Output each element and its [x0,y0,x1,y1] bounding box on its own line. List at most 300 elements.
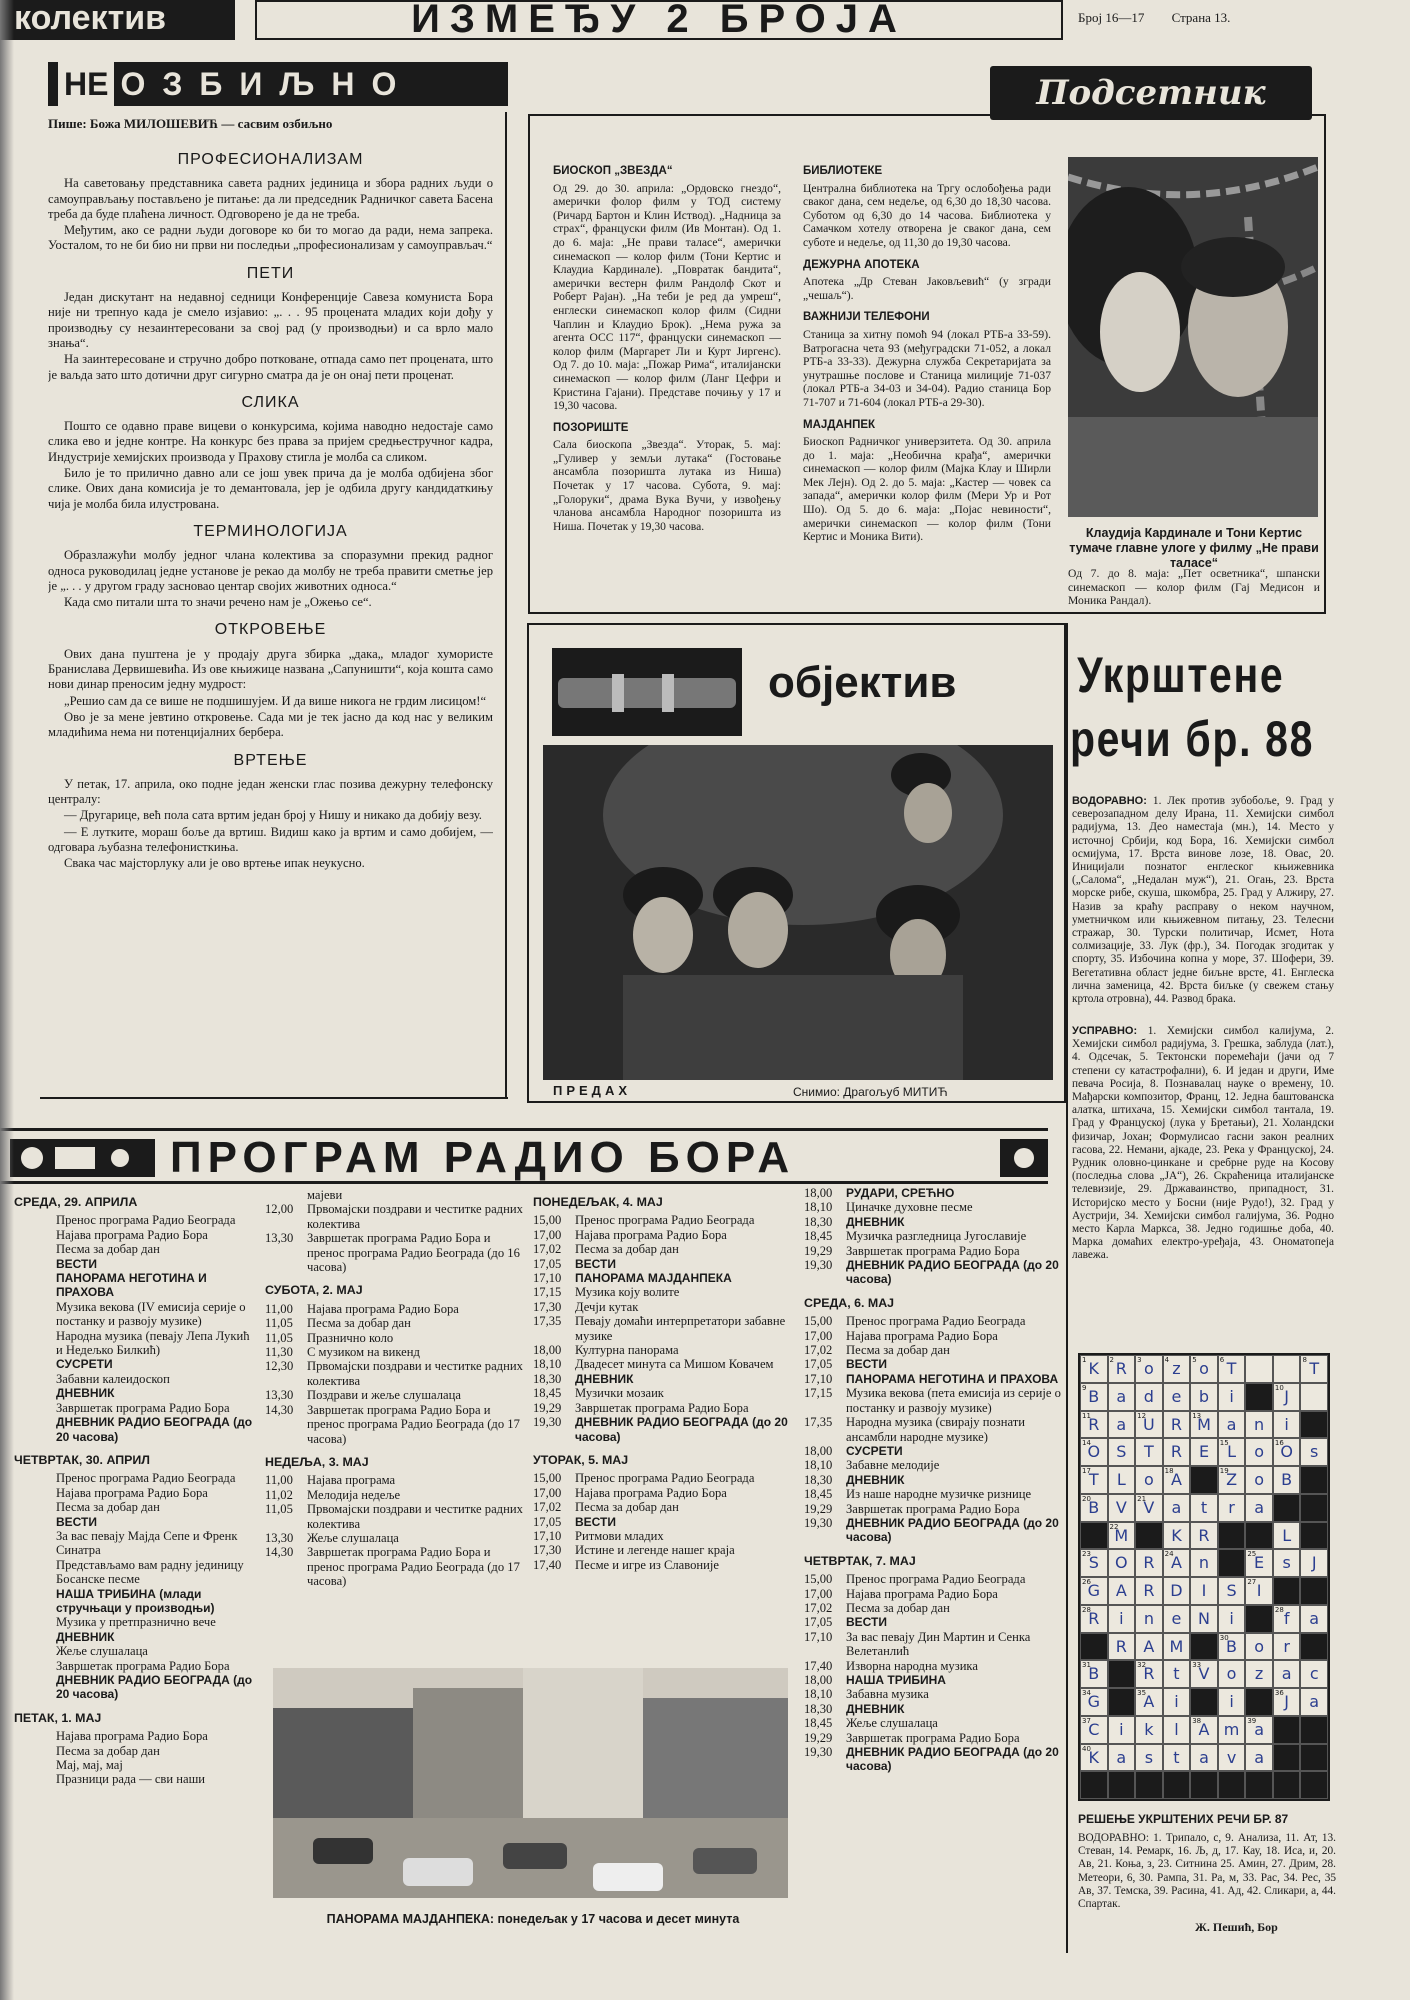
crossword-cell[interactable]: i [1108,1716,1136,1744]
program-row [14,1630,257,1644]
crossword-cell[interactable]: z [1245,1660,1273,1688]
program-name: СУСРЕТИ [846,1443,903,1458]
crossword-block[interactable] [1245,1771,1273,1799]
crossword-cell[interactable] [1273,1688,1301,1716]
program-name: ВЕСТИ [56,1256,97,1271]
cell-letter: K [1088,1747,1100,1767]
crossword-cell[interactable]: S [1108,1438,1136,1466]
program-row [14,1572,257,1586]
cell-number: 13 [1192,1411,1202,1420]
crossword-cell[interactable]: d [1135,1383,1163,1411]
program-name: ВЕСТИ [575,1514,616,1529]
section-paragraph: Међутим, ако се радни људи договоре ко би то могао да ради, нема запрека. Уосталом, то не би био ни први ни последњи „професионализам у самоуправљач.“ [48,223,493,253]
crossword-cell[interactable]: J [1300,1549,1328,1577]
crossword-cell[interactable] [1245,1355,1273,1383]
crossword-cell[interactable]: o [1245,1438,1273,1466]
program-row [804,1200,1066,1214]
program-row [14,1386,257,1400]
listing-heading: БИОСКОП „ЗВЕЗДА“ [553,165,673,177]
program-row [14,1615,257,1629]
program-row [804,1630,1066,1659]
program-name: Песма за добар дан [56,1242,160,1257]
program-name: Пренос програма Радио Београда [846,1572,1026,1587]
crossword-cell[interactable] [1218,1633,1246,1661]
crossword-cell[interactable] [1218,1355,1246,1383]
crossword-block[interactable] [1080,1522,1108,1550]
cell-number: 6 [1219,1356,1225,1364]
crossword-cell[interactable]: L [1108,1466,1136,1494]
crossword-block[interactable] [1273,1494,1301,1522]
crossword-cell[interactable] [1245,1549,1273,1577]
program-row [14,1744,257,1758]
program-row [14,1515,257,1529]
crossword-cell[interactable] [1080,1716,1108,1744]
program-time: 17,40 [804,1658,833,1673]
cell-number: 12 [1137,1411,1147,1420]
crossword-block[interactable] [1273,1577,1301,1605]
crossword-block[interactable] [1108,1660,1136,1688]
crossword-cell[interactable]: R [1108,1633,1136,1661]
program-row [533,1285,795,1299]
crossword-block[interactable] [1300,1411,1328,1439]
crossword-block[interactable] [1218,1771,1246,1799]
program-day: ЧЕТВРТАК, 30. АПРИЛ [14,1452,150,1467]
program-time: 19,30 [804,1745,833,1760]
crossword-block[interactable] [1273,1744,1301,1772]
crossword-block[interactable] [1190,1633,1218,1661]
program-name: Народна музика (певају Лепа Лукић и Недељко Билкић) [56,1328,250,1358]
crossword-cell[interactable]: i [1218,1383,1246,1411]
crossword-cell[interactable]: r [1273,1633,1301,1661]
crossword-cell[interactable] [1080,1549,1108,1577]
crossword-cell[interactable]: a [1190,1744,1218,1772]
crossword-cell[interactable]: s [1135,1744,1163,1772]
crossword-cell[interactable] [1080,1577,1108,1605]
program-name: ДНЕВНИК [846,1472,905,1487]
crossword-cell[interactable]: B [1273,1466,1301,1494]
crossword-cell[interactable] [1300,1355,1328,1383]
crossword-cell[interactable]: b [1190,1383,1218,1411]
program-name: Поздрави и жеље слушалаца [307,1388,461,1403]
crossword-cell[interactable] [1080,1660,1108,1688]
program-row [14,1300,257,1329]
program-row [804,1386,1066,1415]
crossword-cell[interactable]: a [1218,1411,1246,1439]
crossword-cell[interactable]: R [1135,1549,1163,1577]
crossword-cell[interactable]: s [1300,1438,1328,1466]
crossword-cell[interactable] [1135,1660,1163,1688]
crossword-cell[interactable]: k [1135,1716,1163,1744]
section-paragraph: — Другарице, већ пола сата вртим један број у Нишу и никако да добију везу. [64,808,482,823]
program-row [804,1687,1066,1701]
crossword-cell[interactable] [1135,1355,1163,1383]
program-row [265,1188,527,1202]
program-time [14,1615,56,1629]
program-time: 17,02 [804,1600,833,1615]
program-time: 19,29 [804,1501,833,1516]
crossword-block[interactable] [1245,1688,1273,1716]
program-name: Музика векова (пета емисија из серије о постанку и развоју музике) [846,1386,1061,1415]
cell-number: 5 [1192,1356,1197,1364]
program-row [804,1516,1066,1545]
crossword-cell[interactable]: O [1108,1549,1136,1577]
crossword-cell[interactable] [1080,1355,1108,1383]
program-time: 11,05 [265,1316,293,1331]
crossword-cell[interactable] [1135,1688,1163,1716]
cell-number: 4 [1164,1356,1170,1364]
section-paragraph: Пошто се одавно праве вицеви о конкурсима, којима наводно недостаје само слика ево и једне контре. На конкурс без права за пријем средњестручног кадра, Индустрије хемијских производа у Прахову стигла је молба са сликом. [48,419,493,464]
program-time: 11,05 [265,1330,293,1345]
crossword-cell[interactable]: c [1300,1660,1328,1688]
program-row [265,1331,527,1345]
crossword-cell[interactable] [1190,1660,1218,1688]
neozbiljno-title-rest: ОЗБИЉНО [120,66,414,102]
section-paragraph: — Е лутките, мораш боље да вртиш. Видиш како ја вртим и само добијем, — одговара љубазна телефонисткиња. [48,824,493,854]
crossword-block[interactable] [1108,1688,1136,1716]
crossword-cell[interactable] [1108,1355,1136,1383]
crossword-cell[interactable]: T [1135,1438,1163,1466]
program-name: Најава програма Радио Бора [56,1485,208,1500]
crossword-cell[interactable]: D [1163,1577,1191,1605]
listing-heading: ПОЗОРИШТЕ [553,421,629,434]
crossword-cell[interactable]: a [1245,1494,1273,1522]
cell-letter: A [1170,1470,1182,1489]
crossword-block[interactable] [1300,1494,1328,1522]
crossword-cell[interactable]: A [1135,1633,1163,1661]
crossword-block[interactable] [1300,1466,1328,1494]
program-row [804,1731,1066,1745]
program-row [804,1329,1066,1343]
program-name: ДНЕВНИК РАДИО БЕОГРАДА (до 20 часова) [56,1673,253,1702]
cell-letter: G [1087,1692,1100,1711]
crossword-cell[interactable] [1163,1355,1191,1383]
crossword-block[interactable] [1190,1688,1218,1716]
crossword-cell[interactable] [1163,1549,1191,1577]
program-time: 17,05 [533,1514,562,1529]
crossword-block[interactable] [1300,1522,1328,1550]
crossword-cell[interactable]: s [1273,1549,1301,1577]
program-row [14,1471,257,1485]
crossword-cell[interactable]: r [1218,1494,1246,1522]
program-time: 18,45 [804,1487,833,1502]
crossword-block[interactable] [1245,1605,1273,1633]
program-row [533,1529,795,1543]
program-row [804,1502,1066,1516]
crossword-cell[interactable]: a [1163,1494,1191,1522]
crossword-block[interactable] [1135,1522,1163,1550]
program-day: УТОРАК, 5. МАЈ [533,1452,629,1467]
cell-number: 21 [1137,1494,1147,1503]
program-row [804,1487,1066,1501]
program-row [14,1587,257,1616]
program-time: 18,00 [804,1673,833,1687]
crossword-cell[interactable]: o [1135,1466,1163,1494]
crossword-cell[interactable]: a [1245,1744,1273,1772]
program-name: Жеље слушалаца [307,1530,399,1545]
program-time [14,1386,56,1400]
crossword-cell[interactable]: m [1218,1716,1246,1744]
cell-letter: z [1172,1359,1181,1378]
program-time [14,1673,56,1702]
cell-letter: R [1088,1608,1100,1628]
crossword-cell[interactable]: i [1218,1688,1246,1716]
crossword-cell[interactable]: n [1135,1605,1163,1633]
crossword-block[interactable] [1300,1716,1328,1744]
crossword-cell[interactable]: a [1108,1744,1136,1772]
program-name: Најава програма Радио Бора [846,1328,998,1343]
cell-letter: C [1088,1719,1100,1739]
crossword-title-line2: речи бр. 88 [1070,711,1315,767]
program-time: 19,29 [804,1243,833,1258]
listing-text: Централна библиотека на Тргу ослобођења ради сваког дана, сем недеље, од 6,30 до 18,30 часова. Суботом од 6,30 до 14 часова. Библиотека у Самачком хотелу отворена је сваког дана, сем суботе и недеље, од 11,30 до 19,30 часова. [803,181,1051,249]
crossword-cell[interactable] [1273,1355,1301,1383]
program-row [533,1500,795,1514]
program-name: Завршетак програма Радио Бора [575,1400,749,1415]
cell-letter: a [1254,1719,1264,1739]
crossword-cell[interactable] [1080,1438,1108,1466]
cell-number: 15 [1219,1439,1229,1448]
crossword-block[interactable] [1273,1716,1301,1744]
program-row [533,1515,795,1529]
neozbiljno-title-first: НЕ [58,62,114,106]
right-column-rule [1066,623,1068,1953]
crossword-block[interactable] [1218,1522,1246,1550]
program-name: Пренос програма Радио Београда [56,1213,236,1228]
crossword-cell[interactable]: i [1218,1605,1246,1633]
crossword-block[interactable] [1190,1466,1218,1494]
crossword-cell[interactable]: S [1218,1577,1246,1605]
program-name: Босанске песме [56,1572,140,1587]
program-time: 18,10 [804,1200,833,1215]
crossword-cell[interactable] [1273,1383,1301,1411]
program-time: 18,00 [533,1343,562,1358]
crossword-cell[interactable] [1135,1411,1163,1439]
program-row [804,1215,1066,1229]
program-name: Завршетак програма Радио Бора [846,1501,1020,1516]
program-time: 17,05 [804,1357,833,1372]
program-time: 18,45 [533,1386,562,1401]
cell-letter: M [1197,1414,1211,1434]
program-time [14,1772,56,1786]
crossword-author: Ж. Пешић, Бор [1195,1920,1278,1934]
crossword-cell[interactable] [1108,1522,1136,1550]
cell-letter: A [1143,1692,1155,1711]
program-day: СРЕДА, 29. АПРИЛА [14,1195,138,1209]
program-time: 17,40 [533,1557,562,1572]
cell-number: 40 [1082,1744,1091,1753]
crossword-cell[interactable] [1273,1605,1301,1633]
crossword-block[interactable] [1300,1744,1328,1772]
crossword-cell[interactable]: e [1163,1605,1191,1633]
crossword-cell[interactable]: e [1163,1383,1191,1411]
crossword-cell[interactable] [1218,1466,1246,1494]
crossword-cell[interactable] [1080,1383,1108,1411]
crossword-cell[interactable]: i [1163,1688,1191,1716]
cell-letter: B [1088,1497,1100,1517]
program-row [533,1401,795,1415]
crossword-cell[interactable]: o [1218,1660,1246,1688]
crossword-block[interactable] [1080,1633,1108,1661]
program-name: Најава програма Радио Бора [307,1301,459,1316]
crossword-block[interactable] [1135,1771,1163,1799]
crossword-cell[interactable] [1080,1411,1108,1439]
crossword-cell[interactable]: a [1108,1411,1136,1439]
objektiv-credit: Снимио: Драгољуб МИТИЋ [793,1085,948,1099]
crossword-cell[interactable] [1163,1466,1191,1494]
program-time [14,1329,56,1358]
program-time: 17,15 [804,1386,833,1401]
program-time [14,1213,56,1227]
crossword-cell[interactable]: R [1163,1438,1191,1466]
crossword-block[interactable] [1300,1633,1328,1661]
crossword-cell[interactable]: n [1245,1411,1273,1439]
program-time: 17,00 [804,1586,833,1601]
cell-number: 2 [1109,1356,1115,1364]
program-time: 18,00 [804,1186,833,1200]
program-row [533,1242,795,1256]
crossword-cell[interactable]: a [1300,1688,1328,1716]
crossword-cell[interactable]: l [1163,1716,1191,1744]
program-time: 11,00 [265,1473,293,1488]
crossword-cell[interactable]: t [1163,1744,1191,1772]
program-time: 17,10 [804,1629,833,1644]
program-time: 17,05 [533,1256,562,1271]
crossword-cell[interactable]: L [1273,1522,1301,1550]
cell-number: 25 [1247,1550,1257,1559]
program-name: Песма за добар дан [56,1743,160,1758]
program-row [265,1359,527,1388]
program-time [14,1744,56,1758]
program-row [804,1357,1066,1371]
cell-letter: o [1143,1359,1154,1378]
program-name: ДНЕВНИК [56,1386,115,1401]
program-name: Музика векова (IV емисија серије о постанку и развоју музике) [56,1299,246,1329]
crossword-cell[interactable] [1218,1438,1246,1466]
program-row [804,1716,1066,1730]
crossword-cell[interactable]: R [1163,1411,1191,1439]
crossword-cell[interactable]: E [1190,1438,1218,1466]
program-time: 11,05 [265,1502,293,1517]
program-name: ПАНОРАМА НЕГОТИНА И ПРАХОВА [56,1271,207,1300]
program-time [14,1401,56,1415]
crossword-cell[interactable] [1273,1438,1301,1466]
crossword-cell[interactable] [1080,1744,1108,1772]
crossword-cell[interactable]: M [1163,1633,1191,1661]
crossword-cell[interactable] [1135,1494,1163,1522]
crossword-block[interactable] [1245,1522,1273,1550]
crossword-cell[interactable]: V [1108,1494,1136,1522]
crossword-cell[interactable] [1245,1716,1273,1744]
program-time: 17,00 [804,1328,833,1343]
program-row [14,1729,257,1743]
program-name: Пренос програма Радио Београда [846,1314,1026,1329]
crossword-cell[interactable]: I [1190,1577,1218,1605]
crossword-cell[interactable] [1080,1494,1108,1522]
crossword-cell[interactable]: o [1245,1466,1273,1494]
crossword-block[interactable] [1108,1771,1136,1799]
program-time [14,1572,56,1586]
crossword-grid[interactable] [1078,1353,1330,1801]
program-time: 18,45 [804,1716,833,1731]
crossword-cell[interactable] [1245,1577,1273,1605]
program-row [533,1372,795,1386]
crossword-cell[interactable]: i [1108,1605,1136,1633]
section-paragraph: „Решио сам да се више не подшишујем. И да више никога не грдим лисицом!“ [64,693,487,708]
crossword-cell[interactable]: K [1163,1522,1191,1550]
cell-number: 28 [1082,1605,1091,1614]
crossword-cell[interactable]: N [1190,1605,1218,1633]
crossword-cell[interactable] [1300,1383,1328,1411]
crossword-block[interactable] [1300,1577,1328,1605]
crossword-block[interactable] [1300,1771,1328,1799]
program-row [14,1486,257,1500]
program-name: Првомајски поздрави и честитке радних колектива [307,1359,523,1388]
listing-text: Биоскоп Радничког универзитета. Од 30. априла до 1. маја: „Необична крађа“, амерички синемаскоп — колор филм (Мајка Клау и Ширли Мек Лејн). Од 2. до 5. маја: „Кастер — човек са запада“, амерички колор филм (Мери Ур и Рот Шо). Од 5. до 6. маја: „Појас невиности“, амерички синемаскоп — колор филм (Тони Кертис и Моника Вити). [803,435,1051,544]
crossword-block[interactable] [1218,1549,1246,1577]
crossword-cell[interactable]: i [1273,1411,1301,1439]
crossword-cell[interactable] [1190,1716,1218,1744]
crossword-block[interactable] [1245,1383,1273,1411]
objektiv-photo-miners [543,745,1053,1080]
crossword-cell[interactable]: a [1273,1660,1301,1688]
crossword-block[interactable] [1163,1771,1191,1799]
crossword-cell[interactable]: t [1163,1660,1191,1688]
program-row [265,1202,527,1231]
crossword-cell[interactable] [1080,1466,1108,1494]
program-time [14,1271,56,1300]
program-time: 17,10 [804,1371,833,1386]
program-name: ПАНОРАМА НЕГОТИНА И ПРАХОВА [846,1371,1059,1386]
crossword-cell[interactable]: t [1190,1494,1218,1522]
horizontal-label: ВОДОРАВНО: [1072,795,1147,807]
crossword-block[interactable] [1080,1771,1108,1799]
cell-number: 22 [1109,1522,1119,1531]
program-row [804,1314,1066,1328]
program-row [804,1615,1066,1629]
crossword-block[interactable] [1190,1771,1218,1799]
program-name: ДНЕВНИК [575,1371,634,1386]
crossword-cell[interactable]: a [1300,1605,1328,1633]
program-row [265,1316,527,1330]
program-row [265,1488,527,1502]
crossword-cell[interactable]: A [1108,1577,1136,1605]
neozbiljno-title [48,62,508,106]
crossword-cell[interactable]: R [1135,1577,1163,1605]
cell-number: 18 [1164,1467,1174,1475]
listing-heading: ВАЖНИЈИ ТЕЛЕФОНИ [803,311,930,324]
crossword-cell[interactable] [1080,1688,1108,1716]
crossword-cell[interactable] [1190,1355,1218,1383]
majdanpek-photo [273,1668,788,1898]
radio-column-1 [14,1186,257,1946]
crossword-cell[interactable]: n [1190,1549,1218,1577]
program-time: 18,30 [533,1371,562,1386]
program-time: 17,30 [533,1543,562,1558]
crossword-cell[interactable] [1190,1411,1218,1439]
crossword-block[interactable] [1273,1771,1301,1799]
program-row [14,1500,257,1514]
program-time: 15,00 [804,1572,833,1587]
crossword-cell[interactable]: R [1190,1522,1218,1550]
crossword-cell[interactable] [1080,1605,1108,1633]
solution-title: РЕШЕЊЕ УКРШТЕНИХ РЕЧИ БР. 87 [1078,1812,1289,1826]
program-time: 14,30 [265,1545,294,1560]
crossword-cell[interactable]: v [1218,1744,1246,1772]
program-name: Завршетак програма Радио Бора [846,1730,1020,1745]
crossword-cell[interactable]: o [1245,1633,1273,1661]
crossword-cell[interactable]: a [1108,1383,1136,1411]
section-paragraph: Један дискутант на недавној седници Конференције Савеза комуниста Бора није ни трепнуо када је смело изјавио: „. . . 95 процената младих који дођу у производњу су незаинтересовани за свој рад (у производњи) и са врло мало знања“. [48,290,493,350]
